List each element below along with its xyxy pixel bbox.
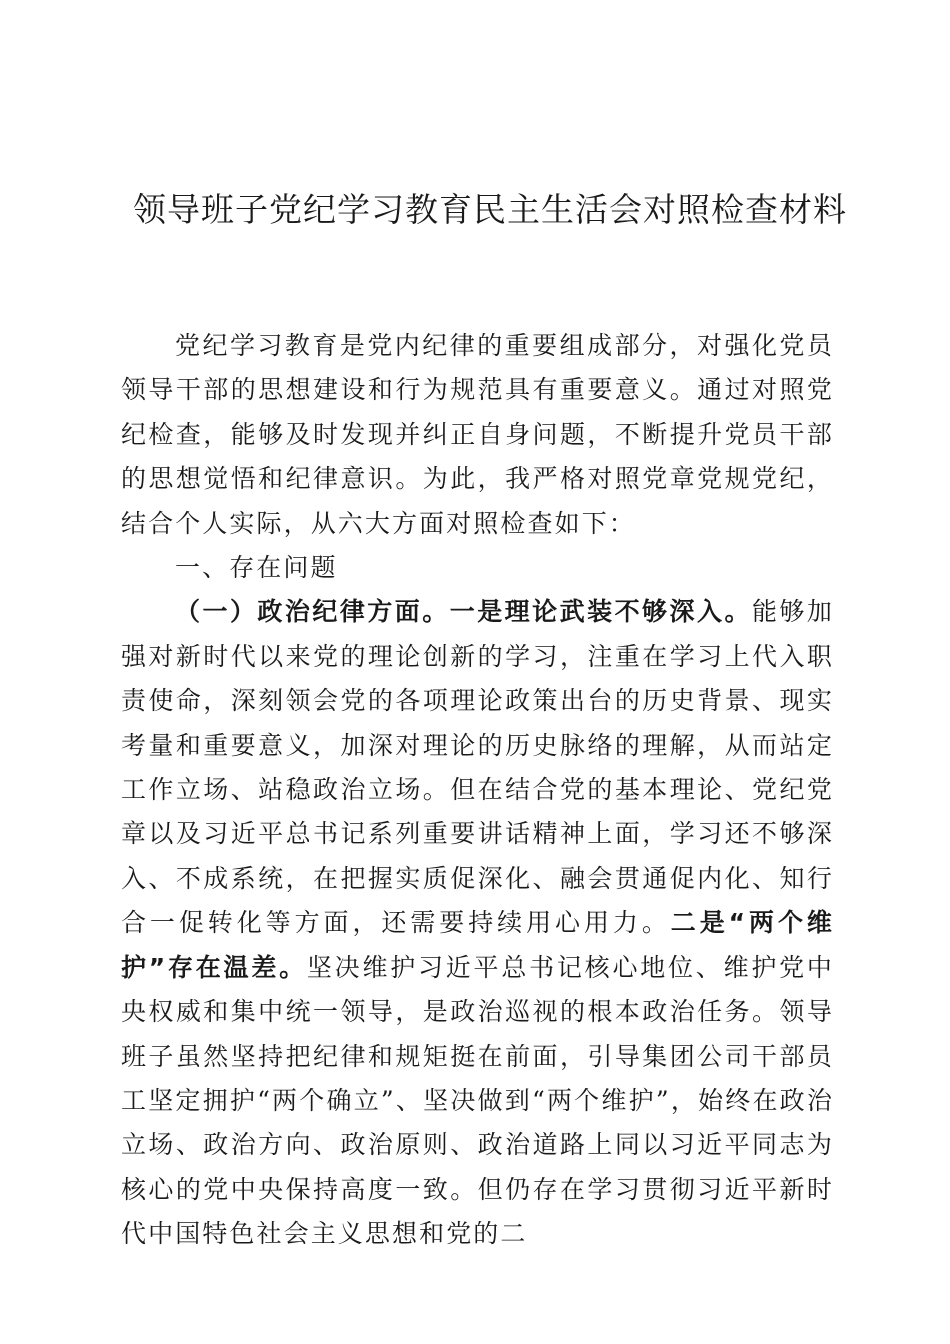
document-body [121,324,834,1257]
subsection-heading: （一）政治纪律方面。 [175,597,450,627]
point-title: 二是“两个维护”存在温差。 [121,908,835,982]
intro-paragraph: 党纪学习教育是党内纪律的重要组成部分，对强化党员领导干部的思想建设和行为规范具有重要意义。通过对照党纪检查，能够及时发现并纠正自身问题，不断提升党员干部的思想觉悟和纪律意识。为此，我严格对照党章党规党纪，结合个人实际，从六大方面对照检查如下： [121,331,834,538]
section-heading: 一、存在问题 [175,553,338,583]
point-text: 能够加强对新时代以来党的理论创新的学习，注重在学习上代入职责使命，深刻领会党的各项理论政策出台的历史背景、现实考量和重要意义，加深对理论的历史脉络的理解，从而站定工作立场、站稳政治立场。但在结合党的基本理论、党纪党章以及习近平总书记系列重要讲话精神上面，学习还不够深入、不成系统，在把握实质促深化、融会贯通促内化、知行合一促转化等方面，还需要持续用心用力。 [121,597,834,938]
point-text: 坚决维护习近平总书记核心地位、维护党中央权威和集中统一领导，是政治巡视的根本政治任务。领导班子虽然坚持把纪律和规矩挺在前面，引导集团公司干部员工坚定拥护“两个确立”、坚决做到“两个维护”，始终在政治立场、政治方向、政治原则、政治道路上同以习近平同志为核心的党中央保持高度一致。但仍存在学习贯彻习近平新时代中国特色社会主义思想和党的二 [121,952,834,1249]
point-title: 一是理论武装不够深入。 [449,597,752,627]
section-paragraph [121,590,834,1256]
document-title: 领导班子党纪学习教育民主生活会对照检查材料 [133,190,847,229]
